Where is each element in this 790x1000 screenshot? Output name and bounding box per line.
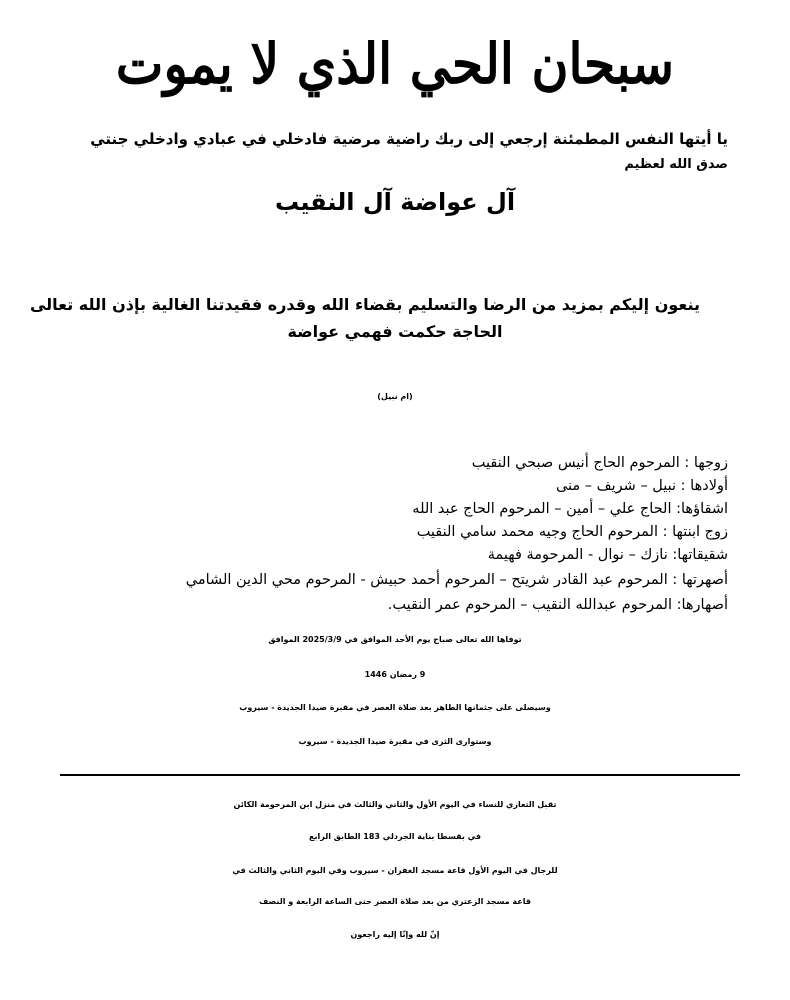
relatives-sisters: شقيقاتها: نازك – نوال - المرحومة فهيمة xyxy=(487,547,728,563)
calligraphy-logo xyxy=(110,18,680,108)
relatives-husband: زوجها : المرحوم الحاج أنيس صبحي النقيب xyxy=(471,455,728,471)
condolence-line: تقبل التعازي للنساء في اليوم الأول والثاني والثالث في منزل ابن المرحومة الكائن xyxy=(233,800,557,809)
relatives-brothers: اشقاؤها: الحاج علي – أمين – المرحوم الحاج عبد الله xyxy=(412,501,728,517)
deceased-nickname: (ام نبيل) xyxy=(377,392,413,401)
burial-line: وستوارى الثرى في مقبرة صيدا الجديدة - سيروب xyxy=(298,737,492,746)
condolence-line: للرجال في اليوم الأول قاعة مسجد الغفران - سيروب وفي اليوم الثاني والثالث في xyxy=(232,866,558,875)
relatives-children: أولادها : نبيل – شريف – منى xyxy=(555,478,728,494)
logo-calligraphy-text: سبحان الحي الذي لا يموت xyxy=(115,30,675,96)
quran-verse: يا أيتها النفس المطمئنة إرجعي إلى ربك راضية مرضية فادخلي في عبادي وادخلي جنتي xyxy=(90,130,728,148)
closing-phrase: إنّ لله وإنّا إليه راجعون xyxy=(350,930,440,939)
relatives-son-in-law: زوج ابنتها : المرحوم الحاج وجيه محمد سامي النقيب xyxy=(416,524,728,540)
condolence-line: في بقسطا بناية الجردلي 183 الطابق الرابع xyxy=(309,832,481,841)
verse-attribution: صدق الله لعظيم xyxy=(624,157,728,172)
deceased-name: الحاجة حكمت فهمي عواضة xyxy=(287,322,503,341)
section-divider xyxy=(60,774,740,776)
condolence-line: قاعة مسجد الزعتري من بعد صلاة العصر حتى الساعة الرابعة و النصف xyxy=(259,897,531,906)
funeral-prayer-line: وسيصلى على جثمانها الطاهر بعد صلاة العصر في مقبرة صيدا الجديدة - سيروب xyxy=(239,703,551,712)
announcement-text: ينعون إليكم بمزيد من الرضا والتسليم بقضاء الله وقدره فقيدتنا الغالية بإذن الله تعالى xyxy=(29,295,700,314)
relatives-brothers-in-law: أصهرتها : المرحوم عبد القادر شريتح – المرحوم أحمد حبيش - المرحوم محي الدين الشامي xyxy=(185,572,728,588)
family-name-heading: آل عواضة آل النقيب xyxy=(274,188,516,216)
relatives-in-laws: أصهارها: المرحوم عبدالله النقيب – المرحوم عمر النقيب. xyxy=(387,597,728,613)
hijri-date: 9 رمضان 1446 xyxy=(364,670,426,679)
death-date-line: توفاها الله تعالى صباح يوم الأحد الموافق في 2025/3/9 الموافق xyxy=(268,635,522,644)
